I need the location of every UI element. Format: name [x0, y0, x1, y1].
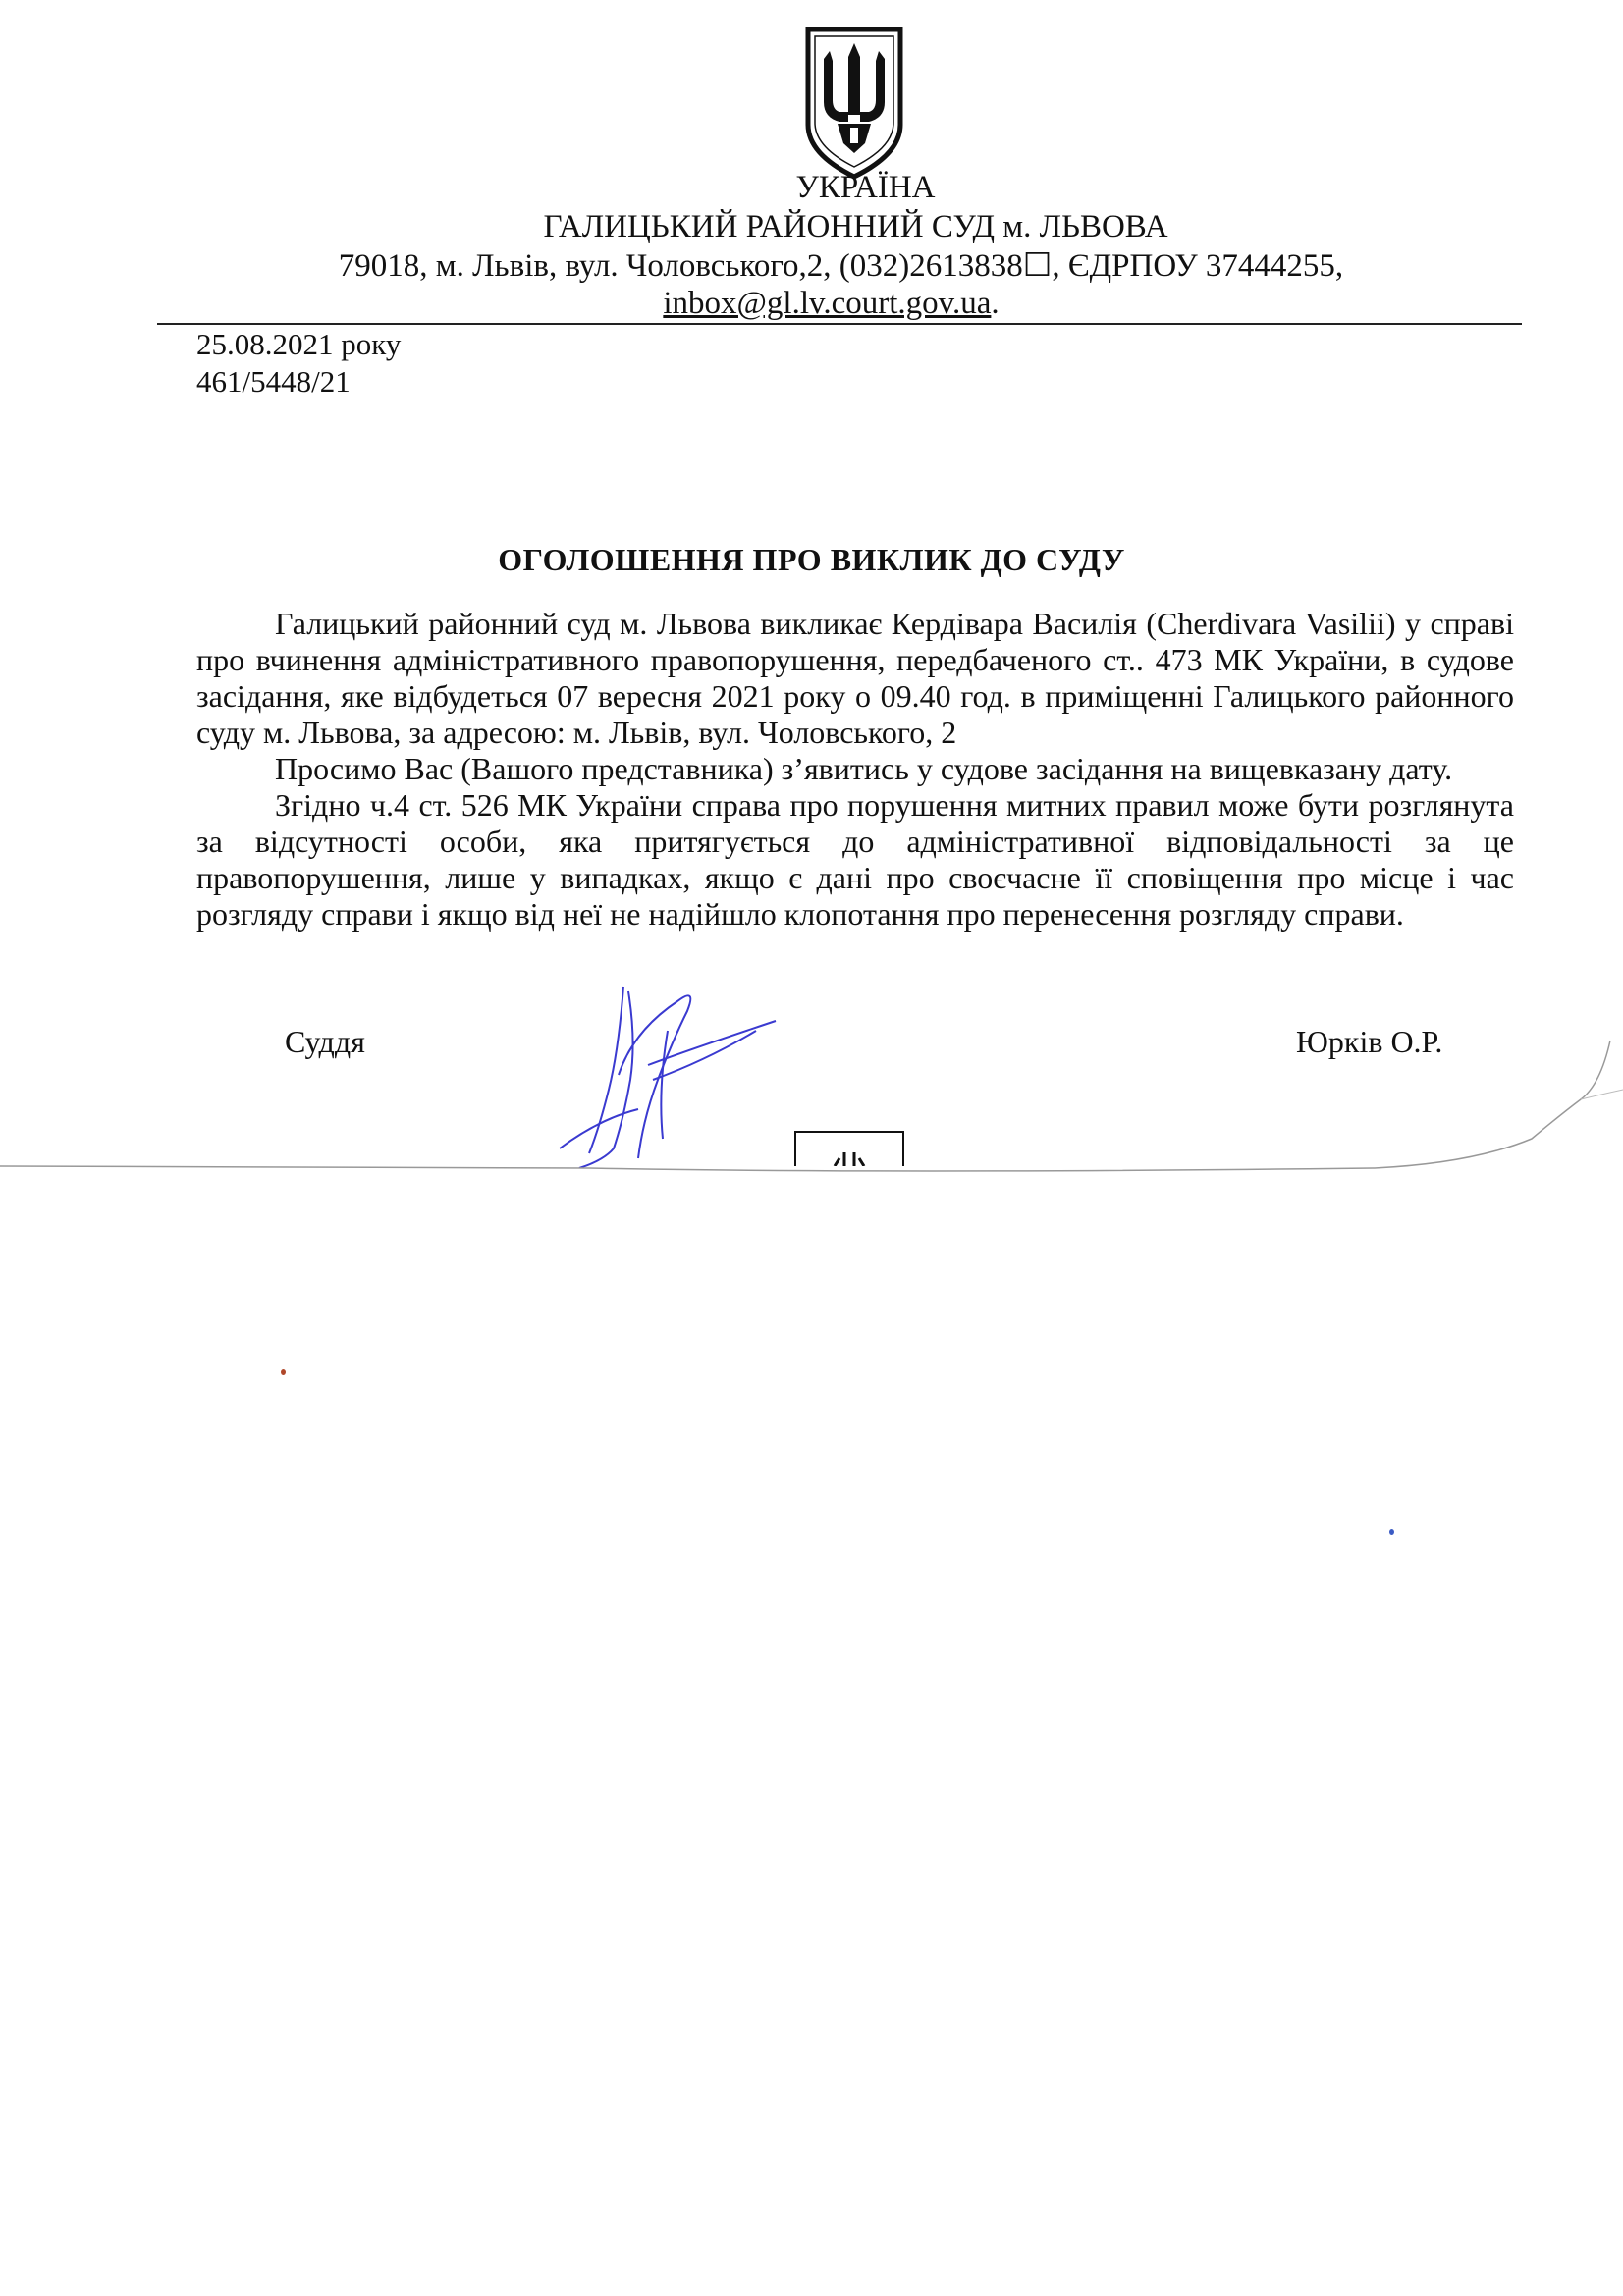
- paragraph-legal-note: Згідно ч.4 ст. 526 МК України справа про порушення митних правил може бути розглянута за відсутності особи, яка притягується до адміністративної відповідальності за це правопорушення, лише у випадках, якщо є дані про своєчасне її сповіщення про місце і час розгляду справи і якщо від неї не надійшло клопотання про перенесення розгляду справи.: [196, 787, 1514, 932]
- paragraph-request: Просимо Вас (Вашого представника) з’явитись у судове засідання на вищевказану дату.: [275, 751, 1453, 786]
- country-heading: УКРАЇНА: [795, 170, 936, 205]
- scan-speck: [1389, 1529, 1394, 1535]
- document-body: [196, 606, 1514, 933]
- court-name: ГАЛИЦЬКИЙ РАЙОННИЙ СУД м. ЛЬВОВА: [543, 209, 1168, 244]
- case-number: 461/5448/21: [196, 364, 351, 399]
- court-address: 79018, м. Львів, вул. Чоловського,2, (032)2613838☐, ЄДРПОУ 37444255,: [338, 248, 1344, 284]
- document-title: ОГОЛОШЕННЯ ПРО ВИКЛИК ДО СУДУ: [498, 542, 1125, 577]
- scan-speck: [281, 1369, 286, 1375]
- paragraph-summons: Галицький районний суд м. Львова викликає Кердівара Василія (Cherdivara Vasilii) у справі про вчинення адміністративного правопорушення, передбаченого ст.. 473 МК України, в судове засідання, яке відбудеться 07 вересня 2021 року о 09.40 год. в приміщенні Галицького районного суду м. Львова, за адресою: м. Львів, вул. Чоловського, 2: [196, 606, 1514, 750]
- signer-role: Суддя: [285, 1024, 365, 1059]
- court-email-line: [20, 285, 1623, 322]
- header-divider: [157, 323, 1522, 325]
- signer-name: Юрків О.Р.: [1296, 1024, 1443, 1059]
- trident-emblem-icon: [800, 22, 908, 184]
- court-email-link[interactable]: inbox@gl.lv.court.gov.ua: [663, 286, 992, 321]
- torn-paper-edge: [0, 1001, 1623, 1198]
- email-suffix: .: [991, 286, 1000, 321]
- document-date: 25.08.2021 року: [196, 327, 402, 361]
